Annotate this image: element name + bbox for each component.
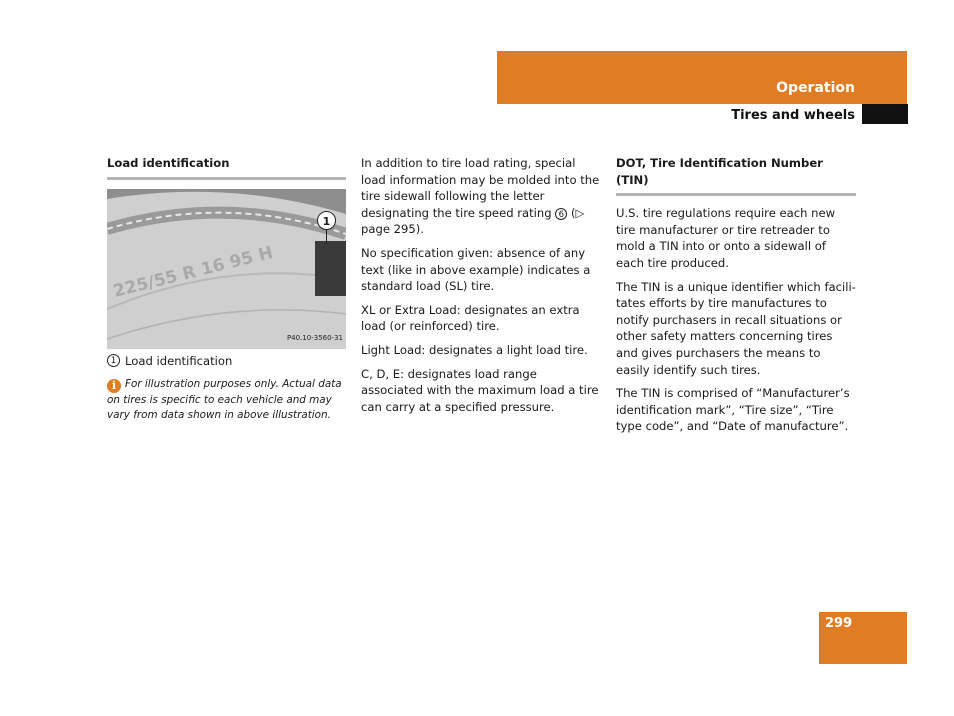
paragraph-text: In addition to tire load rating, special load information may be molded into the tire sidewall following the letter designating the tire speed rating bbox=[361, 156, 600, 220]
section-title: Operation bbox=[776, 80, 855, 96]
column-load-text bbox=[361, 155, 601, 422]
reference-number: 6 bbox=[555, 208, 567, 220]
paragraph-tin-components: The TIN is comprised of “Manufacturer’s identification mark”, “Tire size”, “Tire type code”, and “Date of manufacture”. bbox=[616, 386, 850, 434]
tire-sidewall-image bbox=[107, 189, 346, 349]
load-identification-heading: Load identification bbox=[107, 155, 346, 180]
figure-caption bbox=[107, 353, 346, 370]
subsection-title: Tires and wheels bbox=[731, 108, 855, 123]
section-tab-marker bbox=[862, 104, 908, 124]
callout-1: 1 bbox=[317, 211, 336, 230]
callout-leader-line bbox=[326, 230, 327, 244]
tire-sidewall-figure bbox=[107, 189, 346, 349]
page-reference-link[interactable]: (▷ page 295). bbox=[361, 205, 585, 237]
caption-number: 1 bbox=[107, 354, 120, 367]
info-note bbox=[107, 377, 346, 423]
paragraph-load-range: C, D, E: designates load range associated with the maximum load a tire can carry at a specified pressure. bbox=[361, 366, 599, 414]
info-note-text: For illustration purposes only. Actual data on tires is specific to each vehicle and may vary from data shown in above illustration. bbox=[107, 378, 342, 422]
paragraph-speed-rating bbox=[361, 155, 601, 238]
page-number: 299 bbox=[825, 616, 853, 631]
paragraph-no-specification: No specification given: absence of any text (like in above example) indicates a standard load (SL) tire. bbox=[361, 245, 591, 294]
column-tin bbox=[616, 155, 856, 442]
tin-heading: DOT, Tire Identification Number (TIN) bbox=[616, 155, 856, 196]
sidewall-marking: 225/55 R 16 95 H bbox=[111, 242, 276, 302]
info-icon: i bbox=[107, 379, 121, 393]
paragraph-light-load: Light Load: designates a light load tire. bbox=[361, 342, 588, 357]
header-band bbox=[497, 51, 907, 104]
column-load-identification bbox=[107, 155, 346, 423]
caption-text: Load identification bbox=[125, 353, 233, 368]
figure-code: P40.10-3560-31 bbox=[286, 334, 343, 342]
paragraph-xl: XL or Extra Load: designates an extra load (or reinforced) tire. bbox=[361, 302, 580, 334]
paragraph-tin-purpose: The TIN is a unique identifier which facili-tates efforts by tire manufactures to notify purchasers in recall situations or other safety matters concerning tires and gives purchasers the means to easily identify such tires. bbox=[616, 279, 856, 377]
paragraph-tin-requirement: U.S. tire regulations require each new tire manufacturer or tire retreader to mold a TIN into or onto a sidewall of each tire produced. bbox=[616, 206, 836, 270]
